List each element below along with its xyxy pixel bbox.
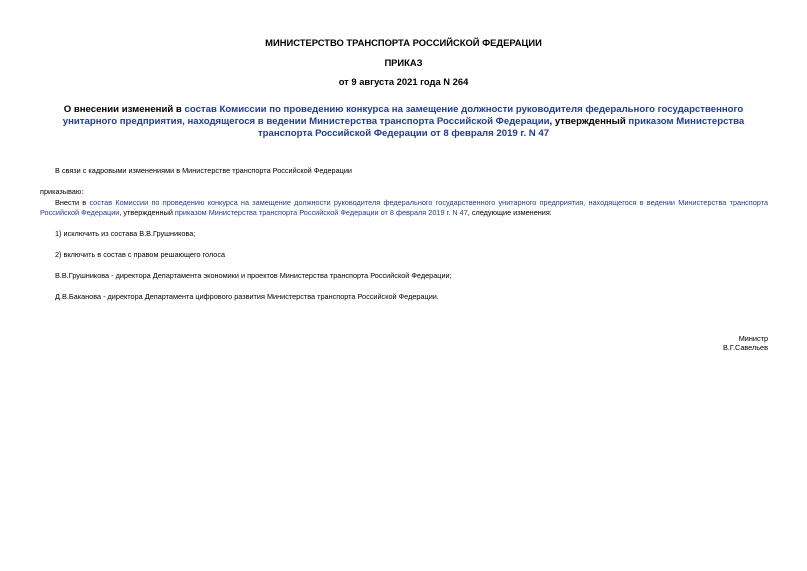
signature-name: В.Г.Савельев <box>723 343 768 352</box>
signature-position: Министр <box>738 334 768 343</box>
title-part-2: , утвержденный <box>549 116 629 127</box>
main-link-order[interactable]: приказом Министерства транспорта Российской Федерации от 8 февраля 2019 г. N 47 <box>174 207 468 217</box>
intro-paragraph: В связи с кадровыми изменениями в Министерстве транспорта Российской Федерации <box>55 166 352 175</box>
document-type: ПРИКАЗ <box>384 57 423 68</box>
main-part-3: , следующие изменения: <box>467 207 552 217</box>
main-part-1: Внести в <box>55 198 90 207</box>
item-4: Д.В.Баканова - директора Департамента цифрового развития Министерства транспорта Российской Федерации. <box>55 292 439 301</box>
order-word: приказываю: <box>40 187 84 196</box>
main-link-commission[interactable]: состав Комиссии по проведению конкурса на замещение должности руководителя федерального государственного унитарного предприятия, находящегося в ведении Министерства транспорта Российской Федерации <box>40 198 769 217</box>
main-part-2: , утвержденный <box>119 207 175 217</box>
ministry-heading: МИНИСТЕРСТВО ТРАНСПОРТА РОССИЙСКОЙ ФЕДЕРАЦИИ <box>265 37 542 48</box>
document-title <box>52 104 755 140</box>
title-link-commission[interactable]: состав Комиссии по проведению конкурса на замещение должности руководителя федерального государственного унитарного предприятия, находящегося в ведении Министерства транспорта Российской Федерации <box>62 104 744 127</box>
item-3: В.В.Грушникова - директора Департамента экономики и проектов Министерства транспорта Российской Федерации; <box>55 271 452 280</box>
document-date-number: от 9 августа 2021 года N 264 <box>338 76 469 87</box>
title-part-1: О внесении изменений в <box>63 104 185 115</box>
main-paragraph <box>40 198 768 217</box>
item-2: 2) включить в состав с правом решающего голоса <box>55 250 226 259</box>
item-1: 1) исключить из состава В.В.Грушникова; <box>55 229 196 238</box>
title-link-order[interactable]: приказом Министерства транспорта Российской Федерации от 8 февраля 2019 г. N 47 <box>257 116 745 139</box>
